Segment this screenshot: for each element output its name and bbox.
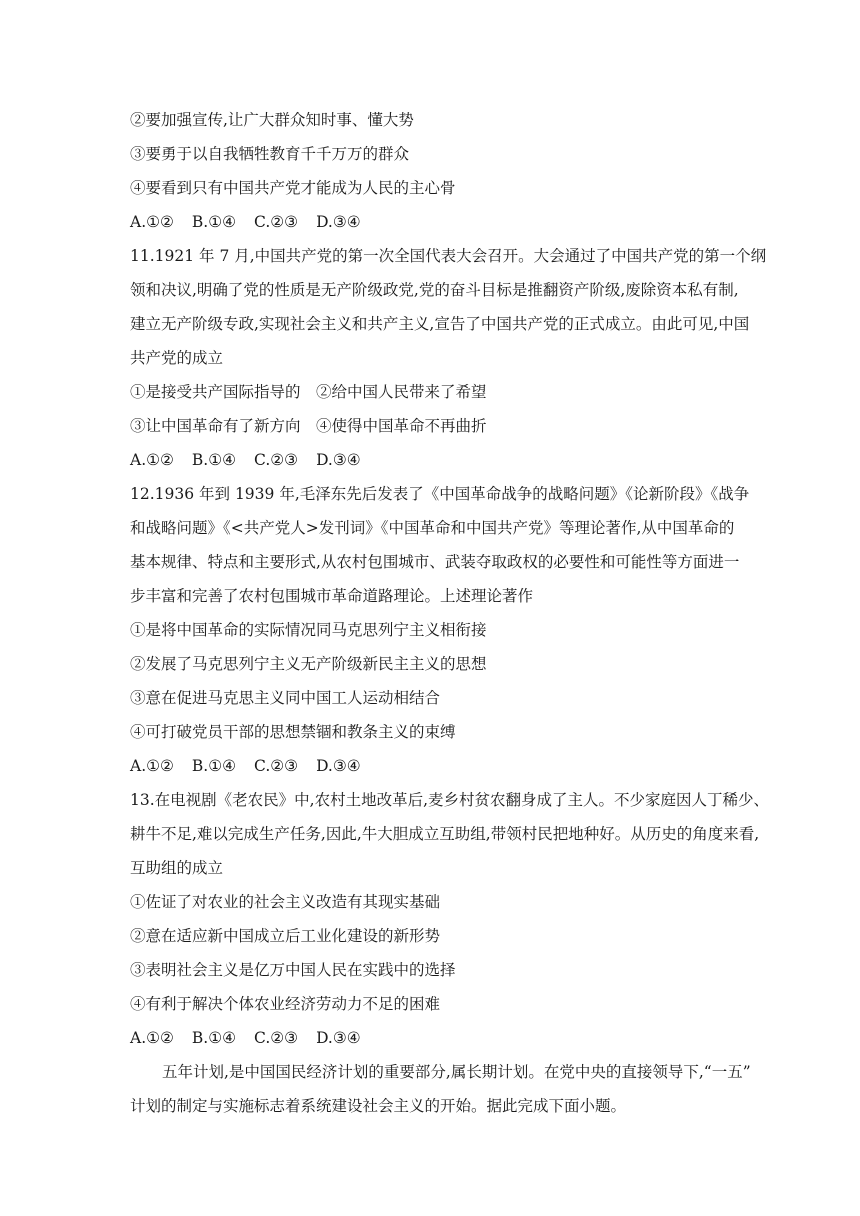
option-b: B.①④ xyxy=(191,1029,237,1047)
q12-stem-line: 基本规律、特点和主要形式,从农村包围城市、武装夺取政权的必要性和可能性等方面进一 xyxy=(130,553,740,571)
q13-item-1: ①佐证了对农业的社会主义改造有其现实基础 xyxy=(130,893,441,911)
intro-paragraph-line: 五年计划,是中国国民经济计划的重要部分,属长期计划。在党中央的直接领导下,“一五” xyxy=(162,1063,751,1081)
q12-options xyxy=(130,756,740,776)
q13-options xyxy=(130,1028,740,1048)
option-c: C.②③ xyxy=(254,1029,299,1047)
q10-options xyxy=(130,212,740,232)
q12-stem-line: 步丰富和完善了农村包围城市革命道路理论。上述理论著作 xyxy=(130,587,534,605)
intro-paragraph-line: 计划的制定与实施标志着系统建设社会主义的开始。据此完成下面小题。 xyxy=(130,1097,627,1115)
option-b: B.①④ xyxy=(191,451,237,469)
q13-item-3: ③表明社会主义是亿万中国人民在实践中的选择 xyxy=(130,961,456,979)
q11-stem-line: 建立无产阶级专政,实现社会主义和共产主义,宣告了中国共产党的正式成立。由此可见,中国 xyxy=(130,315,750,333)
q11-stem-line: 11.1921 年 7 月,中国共产党的第一次全国代表大会召开。大会通过了中国共产党的第一个纲 xyxy=(130,247,767,265)
option-a: A.①② xyxy=(130,757,174,775)
q10-item-2: ②要加强宣传,让广大群众知时事、懂大势 xyxy=(130,111,414,129)
q13-item-2: ②意在适应新中国成立后工业化建设的新形势 xyxy=(130,927,441,945)
q12-stem-line: 和战略问题》《<共产党人>发刊词》《中国革命和中国共产党》等理论著作,从中国革命的 xyxy=(130,519,735,537)
option-d: D.③④ xyxy=(316,757,361,775)
option-a: A.①② xyxy=(130,451,174,469)
q10-item-4: ④要看到只有中国共产党才能成为人民的主心骨 xyxy=(130,179,456,197)
q12-item-1: ①是将中国革命的实际情况同马克思列宁主义相衔接 xyxy=(130,621,487,639)
q13-stem-line: 互助组的成立 xyxy=(130,859,224,877)
q11-stem-line: 领和决议,明确了党的性质是无产阶级政党,党的奋斗目标是推翻资产阶级,废除资本私有制, xyxy=(130,281,739,299)
option-c: C.②③ xyxy=(254,451,299,469)
q12-item-3: ③意在促进马克思主义同中国工人运动相结合 xyxy=(130,689,441,707)
option-a: A.①② xyxy=(130,213,174,231)
option-d: D.③④ xyxy=(316,1029,361,1047)
option-a: A.①② xyxy=(130,1029,174,1047)
q11-items-row: ①是接受共产国际指导的 ②给中国人民带来了希望 xyxy=(130,383,487,401)
option-d: D.③④ xyxy=(316,213,361,231)
q11-options xyxy=(130,450,740,470)
q13-stem-line: 13.在电视剧《老农民》中,农村土地改革后,麦乡村贫农翻身成了主人。不少家庭因人丁稀少、 xyxy=(130,791,770,809)
q12-item-4: ④可打破党员干部的思想禁锢和教条主义的束缚 xyxy=(130,723,456,741)
q10-item-3: ③要勇于以自我牺牲教育千千万万的群众 xyxy=(130,145,410,163)
option-b: B.①④ xyxy=(191,213,237,231)
option-c: C.②③ xyxy=(254,213,299,231)
option-c: C.②③ xyxy=(254,757,299,775)
option-d: D.③④ xyxy=(316,451,361,469)
q13-item-4: ④有利于解决个体农业经济劳动力不足的困难 xyxy=(130,995,441,1013)
q11-stem-line: 共产党的成立 xyxy=(130,349,224,367)
q13-stem-line: 耕牛不足,难以完成生产任务,因此,牛大胆成立互助组,带领村民把地种好。从历史的角度来看, xyxy=(130,825,760,843)
q12-item-2: ②发展了马克思列宁主义无产阶级新民主主义的思想 xyxy=(130,655,487,673)
q11-items-row: ③让中国革命有了新方向 ④使得中国革命不再曲折 xyxy=(130,417,487,435)
q12-stem-line: 12.1936 年到 1939 年,毛泽东先后发表了《中国革命战争的战略问题》《论新阶段》《战争 xyxy=(130,485,750,503)
option-b: B.①④ xyxy=(191,757,237,775)
